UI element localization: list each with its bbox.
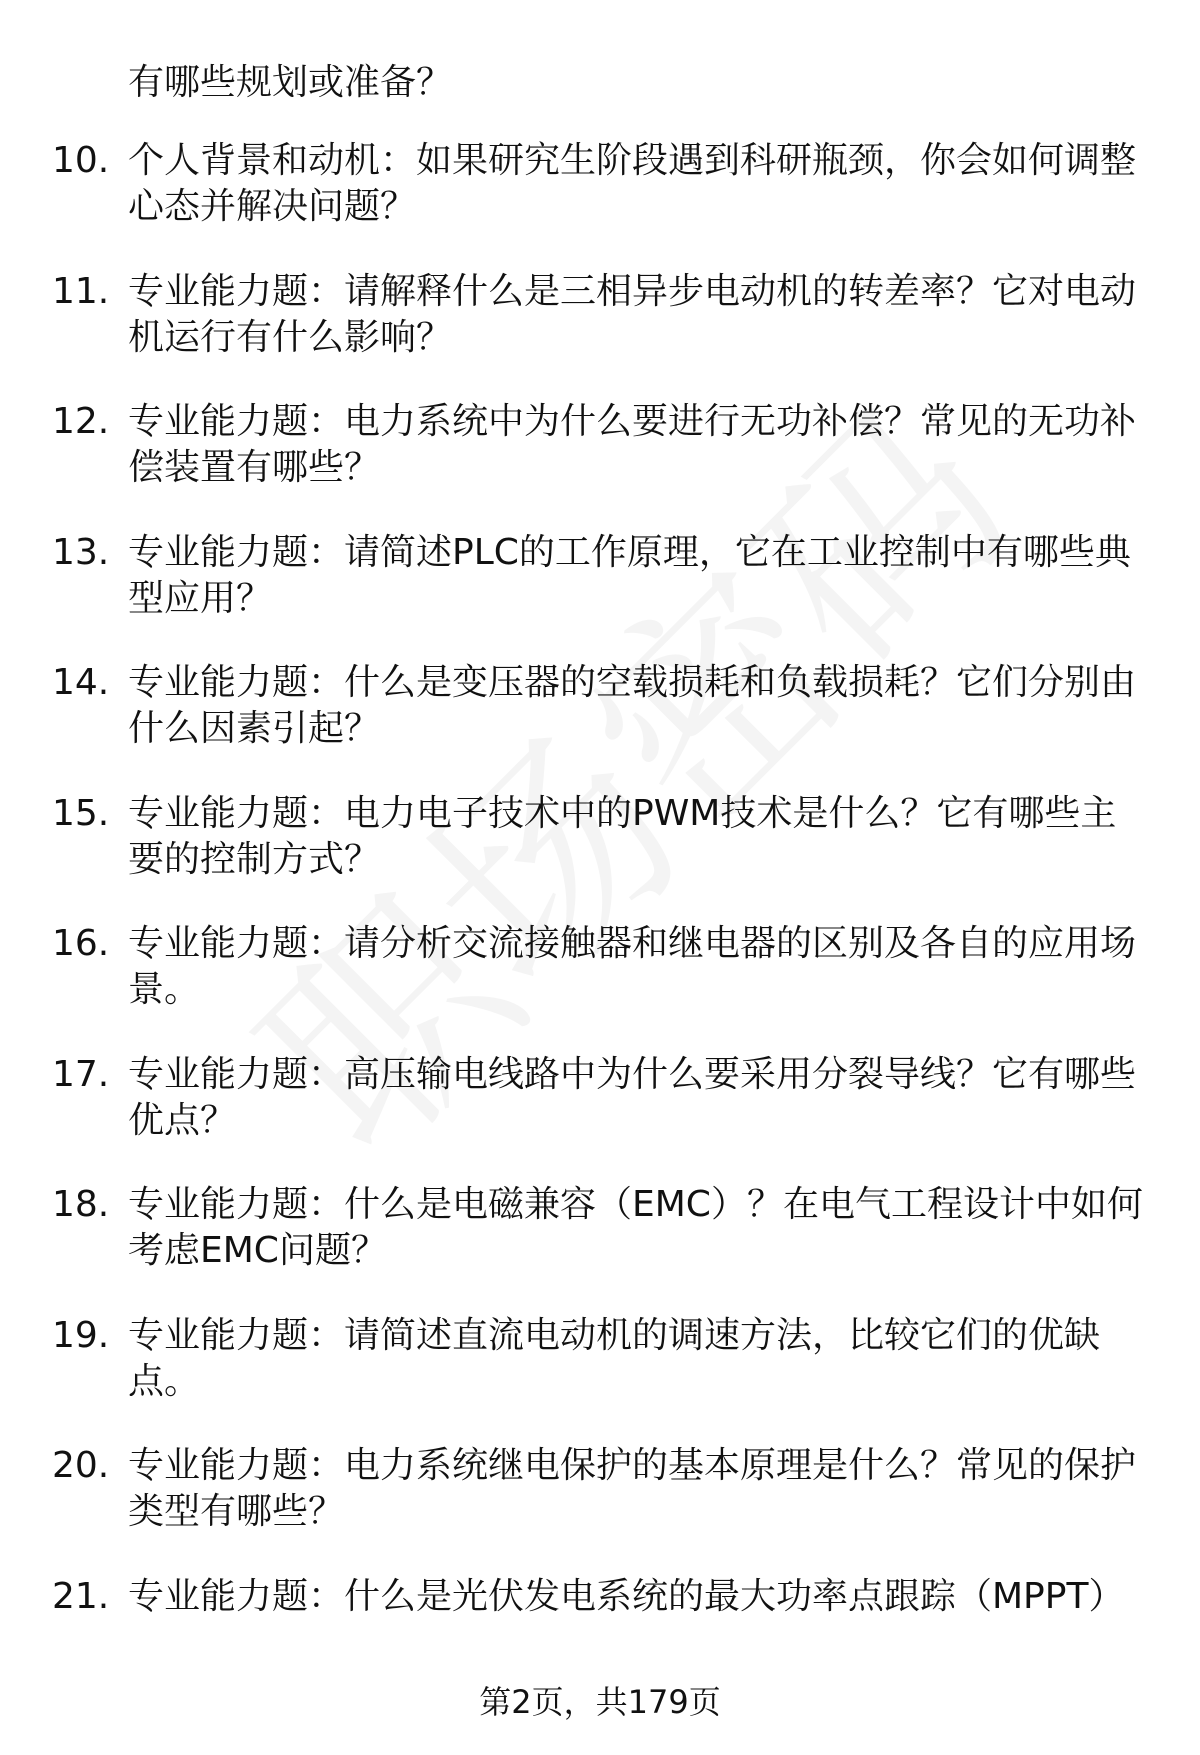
question-text-line: 专业能力题：高压输电线路中为什么要采用分裂导线？它有哪些 bbox=[128, 1053, 1137, 1095]
question-text-line: 点。 bbox=[128, 1360, 201, 1402]
question-text-line: 类型有哪些？ bbox=[128, 1491, 345, 1532]
question-item bbox=[0, 660, 1200, 791]
question-number: 16. bbox=[52, 923, 110, 964]
question-text bbox=[128, 1182, 1158, 1274]
question-number: 13. bbox=[52, 531, 110, 573]
question-text-line: 专业能力题：什么是光伏发电系统的最大功率点跟踪（MPPT） bbox=[128, 1575, 1125, 1617]
question-text-line: 心态并解决问题？ bbox=[128, 186, 417, 227]
question-text-line: 专业能力题：什么是变压器的空载损耗和负载损耗？它们分别由 bbox=[128, 662, 1137, 703]
question-item bbox=[0, 399, 1200, 530]
question-text bbox=[128, 921, 1158, 1013]
question-item bbox=[0, 1182, 1200, 1313]
question-item bbox=[0, 1313, 1200, 1444]
question-text-line: 什么因素引起？ bbox=[128, 708, 381, 749]
question-number: 19. bbox=[52, 1314, 110, 1356]
question-text-line: 景。 bbox=[128, 969, 201, 1010]
question-text-line: 专业能力题：请解释什么是三相异步电动机的转差率？它对电动 bbox=[128, 270, 1137, 312]
question-text bbox=[128, 269, 1158, 361]
question-item bbox=[0, 138, 1200, 269]
question-text bbox=[128, 1574, 1158, 1620]
question-text-line: 个人背景和动机：如果研究生阶段遇到科研瓶颈，你会如何调整 bbox=[128, 140, 1137, 181]
continuation-text: 有哪些规划或准备？ bbox=[128, 62, 453, 103]
question-number: 18. bbox=[52, 1184, 110, 1225]
question-text-line: 要的控制方式？ bbox=[128, 838, 381, 880]
question-text-line: 专业能力题：电力系统中为什么要进行无功补偿？常见的无功补 bbox=[128, 401, 1137, 442]
question-item bbox=[0, 269, 1200, 400]
question-text bbox=[128, 1052, 1158, 1144]
question-text-line: 专业能力题：电力电子技术中的PWM技术是什么？它有哪些主 bbox=[128, 792, 1117, 834]
question-item bbox=[0, 1443, 1200, 1574]
question-item bbox=[0, 530, 1200, 661]
question-number: 15. bbox=[52, 792, 110, 834]
question-text-line: 专业能力题：请分析交流接触器和继电器的区别及各自的应用场 bbox=[128, 923, 1137, 964]
question-text bbox=[128, 660, 1158, 752]
question-text-line: 型应用？ bbox=[128, 577, 273, 619]
question-text-line: 专业能力题：请简述直流电动机的调速方法，比较它们的优缺 bbox=[128, 1314, 1101, 1356]
question-text bbox=[128, 399, 1158, 491]
question-number: 21. bbox=[52, 1575, 110, 1617]
question-text bbox=[128, 530, 1158, 622]
question-text-line: 专业能力题：电力系统继电保护的基本原理是什么？常见的保护 bbox=[128, 1445, 1137, 1486]
question-number: 12. bbox=[52, 401, 110, 442]
question-text-line: 机运行有什么影响？ bbox=[128, 316, 453, 358]
page-footer: 第2页，共179页 bbox=[479, 1683, 721, 1721]
question-item bbox=[0, 1052, 1200, 1183]
question-text-line: 优点？ bbox=[128, 1099, 237, 1141]
question-text bbox=[128, 138, 1158, 230]
question-text bbox=[128, 1443, 1158, 1535]
question-text-line: 专业能力题：什么是电磁兼容（EMC）？在电气工程设计中如何 bbox=[128, 1184, 1143, 1225]
question-number: 14. bbox=[52, 662, 110, 703]
question-text-line: 考虑EMC问题？ bbox=[128, 1230, 387, 1271]
question-item bbox=[0, 791, 1200, 922]
question-text bbox=[128, 791, 1158, 883]
question-number: 17. bbox=[52, 1053, 110, 1095]
question-number: 10. bbox=[52, 140, 110, 181]
question-text-line: 偿装置有哪些？ bbox=[128, 447, 381, 488]
question-text bbox=[128, 1313, 1158, 1405]
question-text-line: 专业能力题：请简述PLC的工作原理，它在工业控制中有哪些典 bbox=[128, 531, 1131, 573]
question-list bbox=[0, 138, 1200, 1704]
question-item bbox=[0, 921, 1200, 1052]
question-number: 20. bbox=[52, 1445, 110, 1486]
question-number: 11. bbox=[52, 270, 110, 312]
